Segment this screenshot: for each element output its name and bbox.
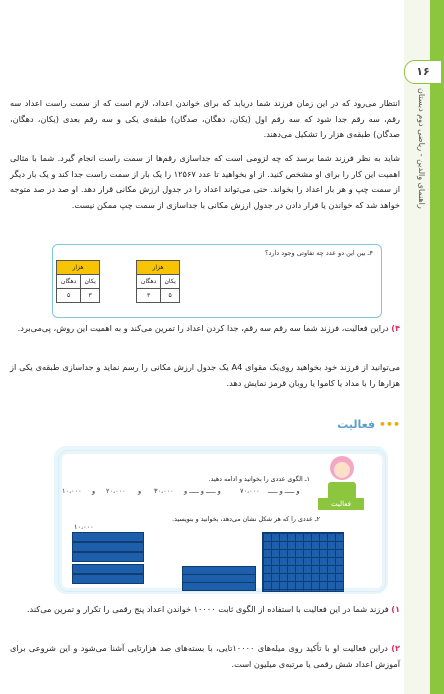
activity-heading [330, 418, 400, 431]
seq-value: ۲۰،۰۰۰ [106, 487, 126, 495]
item-text: دراین فعالیت، فرزند شما سه رقم سه رقم، جدا کردن اعداد را تمرین می‌کند و به اهمیت این روش، پی‌می‌برد. [17, 323, 389, 333]
item-number: ۱) [391, 604, 400, 614]
page-number: ۱۶ [404, 60, 442, 84]
item-1 [10, 602, 400, 618]
activity-badge: فعالیت [318, 498, 364, 510]
question-text: ۴ـ بین این دو عدد چه تفاوتی وجود دارد؟ [265, 249, 373, 257]
table-head: هزار [57, 261, 100, 275]
cell: ۳ [137, 289, 161, 303]
paragraph-3: می‌توانید از فرزند خود بخواهید روی‌یک مقوای A4 یک جدول ارزش مکانی را رسم نماید و جداسازی طبقه‌ی یکی از هزارها را با مداد یا کاموا یا روبان قرمز نمایش دهد. [10, 362, 400, 388]
col-dahgan: دهگان [137, 275, 161, 289]
seq-value: ۳۰،۰۰۰ [154, 487, 174, 495]
table-head: هزار [137, 261, 180, 275]
place-value-table-2 [56, 260, 100, 303]
seq-value: ۱۰،۰۰۰ [62, 487, 82, 495]
question-box [52, 244, 382, 318]
item-text: دراین فعالیت او با تأکید روی میله‌های ۱۰۰۰۰تایی، با بسته‌های صد هزارتایی آشنا می‌شود و این شروعی برای آموزش اعداد شش رقمی یا مرتبه‌ی میلیون است. [10, 643, 400, 669]
number-sequence: ۱۰،۰۰۰ و ۲۰،۰۰۰ و ۳۰،۰۰۰ و ـــــ و ـــــ و ۷۰،۰۰۰ و ـــــ و ـــــ [62, 487, 300, 495]
col-dahgan: دهگان [57, 275, 81, 289]
seq-value: ۷۰،۰۰۰ [240, 487, 260, 495]
item-number: ۴) [391, 323, 400, 333]
blocks-group-1 [72, 532, 144, 588]
activity-question-1: ۱ـ الگوی عددی را بخوانید و ادامه دهید. [208, 476, 310, 483]
cell: ۳ [81, 289, 100, 303]
paragraph-2: شاید به نظر فرزند شما برسد که چه لزومی است که جداسازی رقم‌ها از سمت راست انجام گیرد. شما با مثالی اهمیت این کار را برای او مشخص کنید. از او بخواهید تا عدد ۱۲۵۶۷ را یک بار از سمت راست جدا کند و یک بار دیگر از سمت چپ و هر بار اعداد را بخواند. حتی می‌تواند اعداد را در جدول ارزش مکانی قرار دهد. او صد در صد متوجه خواهد شد که خواندن یا قرار دادن در جدول ارزش مکانی با جداسازی از سمت چپ ممکن نیست. [10, 153, 400, 210]
blocks-group-2 [182, 566, 256, 590]
col-yekan: یکان [161, 275, 180, 289]
dots-icon: ••• [378, 418, 400, 431]
item-text: فرزند شما در این فعالیت با استفاده از الگوی ثابت ۱۰۰۰۰ خواندن اعداد پنج رقمی را تکرار و تمرین می‌کند. [26, 604, 389, 614]
place-value-table-1 [136, 260, 180, 303]
col-yekan: یکان [81, 275, 100, 289]
hundred-thousand-block [262, 532, 344, 592]
item-number: ۲) [391, 643, 401, 653]
activity-title: فعالیت [337, 418, 376, 431]
block-label: ۱۰،۰۰۰ [74, 523, 94, 531]
cell: ۵ [161, 289, 180, 303]
green-edge-strip [430, 0, 444, 694]
paragraph-1: انتظار می‌رود که در این زمان فرزند شما دریابد که برای خواندن اعداد، لازم است که از سمت راست اعداد سه رقم، سه رقم جدا شود که سه رقم اول (یکان، دهگان، صدگان) طبقه‌ی یکی و سه رقم بعدی (یکان، دهگان، صدگان) طبقه‌ی هزار را تشکیل می‌دهند. [10, 98, 400, 139]
running-header: راهنمای والدین - ریاضی دوم دبستان [417, 88, 426, 209]
item-2 [10, 641, 400, 672]
item-4 [10, 321, 400, 337]
cell: ۵ [57, 289, 81, 303]
activity-question-2: ۲ـ عددی را که هر شکل نشان می‌دهد، بخوانید و بنویسید. [172, 516, 320, 523]
